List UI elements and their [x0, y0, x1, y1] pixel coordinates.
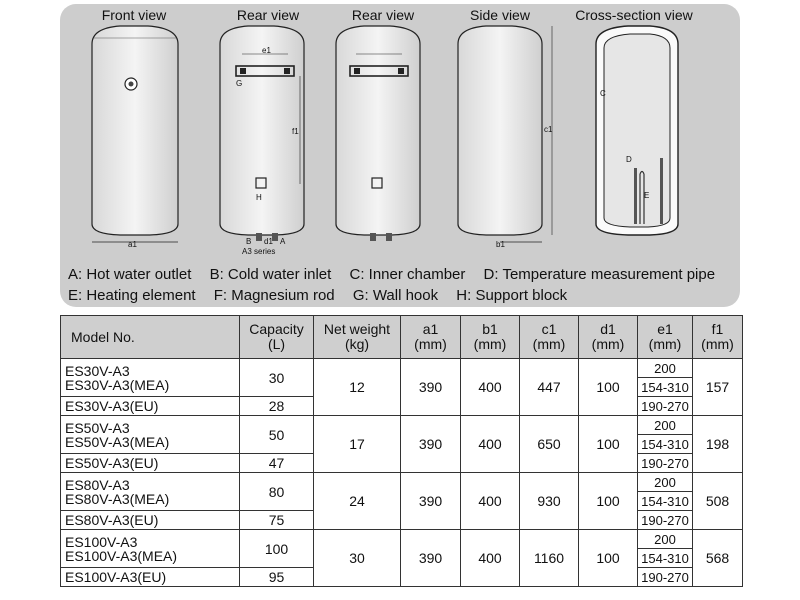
e1-cell: 154-310 [638, 492, 693, 511]
rear-view-title-2: Rear view [351, 7, 415, 23]
header-model: Model No. [61, 316, 240, 359]
b1-label: b1 [496, 240, 505, 249]
d1-label: d1 [264, 237, 273, 246]
e1-cell: 190-270 [638, 454, 693, 473]
model-cell: ES80V-A3 ES80V-A3(MEA) [61, 473, 240, 511]
side-view-title: Side view [470, 7, 530, 23]
header-c1: c1 (mm) [520, 316, 579, 359]
e-label: E [644, 191, 650, 200]
model-eu-cell: ES80V-A3(EU) [61, 511, 240, 530]
a3-series-label: A3 series [242, 247, 276, 254]
a1-cell: 390 [401, 416, 461, 473]
rear-view-drawing [220, 26, 304, 254]
e1-cell: 190-270 [638, 511, 693, 530]
b1-cell: 400 [461, 473, 520, 530]
capacity-eu-cell: 47 [240, 454, 314, 473]
capacity-cell: 50 [240, 416, 314, 454]
f1-cell: 508 [693, 473, 743, 530]
b1-cell: 400 [461, 416, 520, 473]
rear-view-drawing-2 [336, 26, 420, 241]
e1-cell: 190-270 [638, 568, 693, 587]
e1-cell: 200 [638, 530, 693, 549]
header-net-weight: Net weight (kg) [314, 316, 401, 359]
table-row [61, 530, 743, 549]
cross-section-view-title: Cross-section view [575, 7, 693, 23]
c1-cell: 930 [520, 473, 579, 530]
g-label: G [236, 79, 243, 88]
e1-cell: 154-310 [638, 378, 693, 397]
legend-d: D: Temperature measurement pipe [483, 266, 716, 283]
d1-cell: 100 [579, 359, 638, 416]
header-d1: d1 (mm) [579, 316, 638, 359]
rear-view-title: Rear view [236, 7, 300, 23]
capacity-cell: 100 [240, 530, 314, 568]
capacity-eu-cell: 28 [240, 397, 314, 416]
e1-cell: 190-270 [638, 397, 693, 416]
d1-cell: 100 [579, 530, 638, 587]
d-label: D [626, 155, 632, 164]
spec-table [60, 315, 743, 587]
side-view-drawing [458, 26, 553, 249]
b1-cell: 400 [461, 530, 520, 587]
weight-cell: 24 [314, 473, 401, 530]
model-eu-cell: ES30V-A3(EU) [61, 397, 240, 416]
legend-line-2 [68, 287, 581, 304]
e1-cell: 200 [638, 473, 693, 492]
weight-cell: 12 [314, 359, 401, 416]
a1-cell: 390 [401, 530, 461, 587]
front-view-drawing [92, 26, 178, 249]
e1-label: e1 [262, 46, 271, 55]
f1-label: f1 [292, 127, 299, 136]
table-row [61, 416, 743, 435]
e1-cell: 154-310 [638, 435, 693, 454]
weight-cell: 30 [314, 530, 401, 587]
e1-cell: 200 [638, 416, 693, 435]
header-f1: f1 (mm) [693, 316, 743, 359]
weight-cell: 17 [314, 416, 401, 473]
model-eu-cell: ES100V-A3(EU) [61, 568, 240, 587]
legend-f: F: Magnesium rod [213, 287, 335, 304]
a1-cell: 390 [401, 473, 461, 530]
c1-cell: 1160 [520, 530, 579, 587]
header-b1: b1 (mm) [461, 316, 520, 359]
legend-g: G: Wall hook [352, 287, 439, 304]
capacity-eu-cell: 95 [240, 568, 314, 587]
f1-cell: 198 [693, 416, 743, 473]
table-row [61, 473, 743, 492]
cross-section-drawing [596, 26, 678, 235]
c-label: C [600, 89, 606, 98]
f1-cell: 157 [693, 359, 743, 416]
f1-cell: 568 [693, 530, 743, 587]
header-e1: e1 (mm) [638, 316, 693, 359]
a-label: A [280, 237, 286, 246]
table-header-row [61, 316, 743, 359]
b-label: B [246, 237, 252, 246]
front-view-title: Front view [101, 7, 167, 23]
model-cell: ES50V-A3 ES50V-A3(MEA) [61, 416, 240, 454]
a1-cell: 390 [401, 359, 461, 416]
legend-h: H: Support block [456, 287, 568, 304]
capacity-cell: 80 [240, 473, 314, 511]
legend-line-1 [68, 266, 729, 283]
h-label: H [256, 193, 262, 202]
e1-cell: 200 [638, 359, 693, 378]
capacity-eu-cell: 75 [240, 511, 314, 530]
capacity-cell: 30 [240, 359, 314, 397]
b1-cell: 400 [461, 359, 520, 416]
d1-cell: 100 [579, 416, 638, 473]
legend-c: C: Inner chamber [349, 266, 466, 283]
header-capacity: Capacity (L) [240, 316, 314, 359]
model-cell: ES30V-A3 ES30V-A3(MEA) [61, 359, 240, 397]
table-row [61, 359, 743, 378]
legend-a: A: Hot water outlet [68, 266, 192, 283]
model-eu-cell: ES50V-A3(EU) [61, 454, 240, 473]
heater-drawings [60, 4, 740, 254]
header-a1: a1 (mm) [401, 316, 461, 359]
d1-cell: 100 [579, 473, 638, 530]
c1-label: c1 [544, 125, 553, 134]
legend-b: B: Cold water inlet [209, 266, 332, 283]
a1-label: a1 [128, 240, 137, 249]
model-cell: ES100V-A3 ES100V-A3(MEA) [61, 530, 240, 568]
legend-e: E: Heating element [68, 287, 196, 304]
c1-cell: 650 [520, 416, 579, 473]
e1-cell: 154-310 [638, 549, 693, 568]
c1-cell: 447 [520, 359, 579, 416]
